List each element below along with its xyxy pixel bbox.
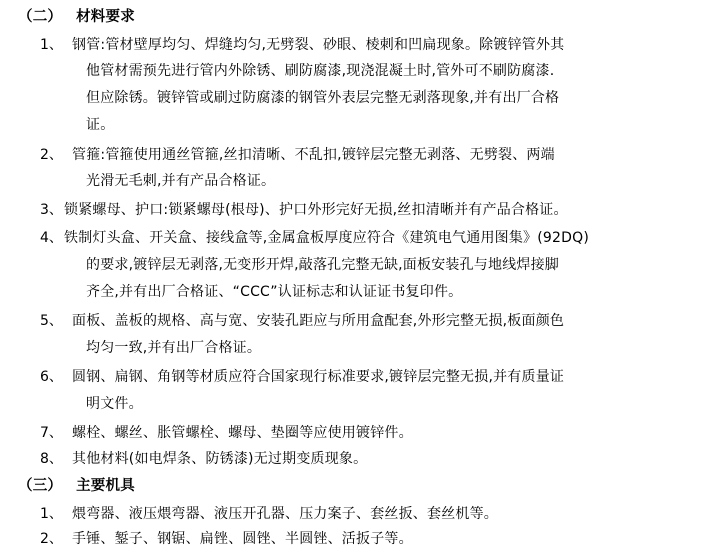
item-number: 1、 <box>40 506 63 522</box>
item-number: 2、 <box>40 147 63 163</box>
item-text-line: 其他材料(如电焊条、防锈漆)无过期变质现象。 <box>72 451 368 467</box>
section-number: （三） <box>18 478 63 494</box>
item-number: 6、 <box>40 369 63 385</box>
item-number: 8、 <box>40 451 63 467</box>
item-text-line: 煨弯器、液压煨弯器、液压开孔器、压力案子、套丝扳、套丝机等。 <box>72 506 498 522</box>
item-text-line: 明文件。 <box>86 396 143 412</box>
item-number: 4、 <box>40 230 63 246</box>
item-text-line: 面板、盖板的规格、高与宽、安装孔距应与所用盒配套,外形完整无损,板面颜色 <box>72 313 565 329</box>
section-number: （二） <box>18 9 63 25</box>
item-text-line: 齐全,并有出厂合格证、“CCC”认证标志和认证证书复印件。 <box>86 284 463 300</box>
item-number: 1、 <box>40 37 63 53</box>
item-text-line: 光滑无毛刺,并有产品合格证。 <box>86 173 276 189</box>
item-text-line: 铁制灯头盒、开关盒、接线盒等,金属盒板厚度应符合《建筑电气通用图集》(92DQ) <box>64 230 589 246</box>
item-text-line: 均匀一致,并有出厂合格证。 <box>86 340 262 356</box>
item-text-line: 证。 <box>86 117 115 133</box>
item-text-line: 他管材需预先进行管内外除锈、刷防腐漆,现浇混凝土时,管外可不刷防腐漆. <box>86 63 555 79</box>
section-title: 主要机具 <box>76 478 135 494</box>
item-number: 2、 <box>40 531 63 547</box>
section-heading-tools <box>18 477 135 495</box>
item-text-line: 但应除锈。镀锌管或刷过防腐漆的钢管外表层完整无剥落现象,并有出厂合格 <box>86 90 560 106</box>
item-number: 3、 <box>40 202 63 218</box>
item-number: 5、 <box>40 313 63 329</box>
item-text-line: 螺栓、螺丝、胀管螺栓、螺母、垫圈等应使用镀锌件。 <box>72 425 413 441</box>
item-text-line: 的要求,镀锌层无剥落,无变形开焊,敲落孔完整无缺,面板安装孔与地线焊接脚 <box>86 257 559 273</box>
item-text-line: 手锤、錾子、钢锯、扁锉、圆锉、半圆锉、活扳子等。 <box>72 531 413 547</box>
item-text-line: 钢管:管材壁厚均匀、焊缝均匀,无劈裂、砂眼、棱刺和凹扁现象。除镀锌管外其 <box>72 37 565 53</box>
section-title: 材料要求 <box>76 9 135 25</box>
section-heading-materials <box>18 8 135 26</box>
item-text-line: 管箍:管箍使用通丝管箍,丝扣清晰、不乱扣,镀锌层完整无剥落、无劈裂、两端 <box>72 147 555 163</box>
item-text-line: 圆钢、扁钢、角钢等材质应符合国家现行标准要求,镀锌层完整无损,并有质量证 <box>72 369 565 385</box>
item-text-line: 锁紧螺母、护口:锁紧螺母(根母)、护口外形完好无损,丝扣清晰并有产品合格证。 <box>64 202 568 218</box>
item-number: 7、 <box>40 425 63 441</box>
